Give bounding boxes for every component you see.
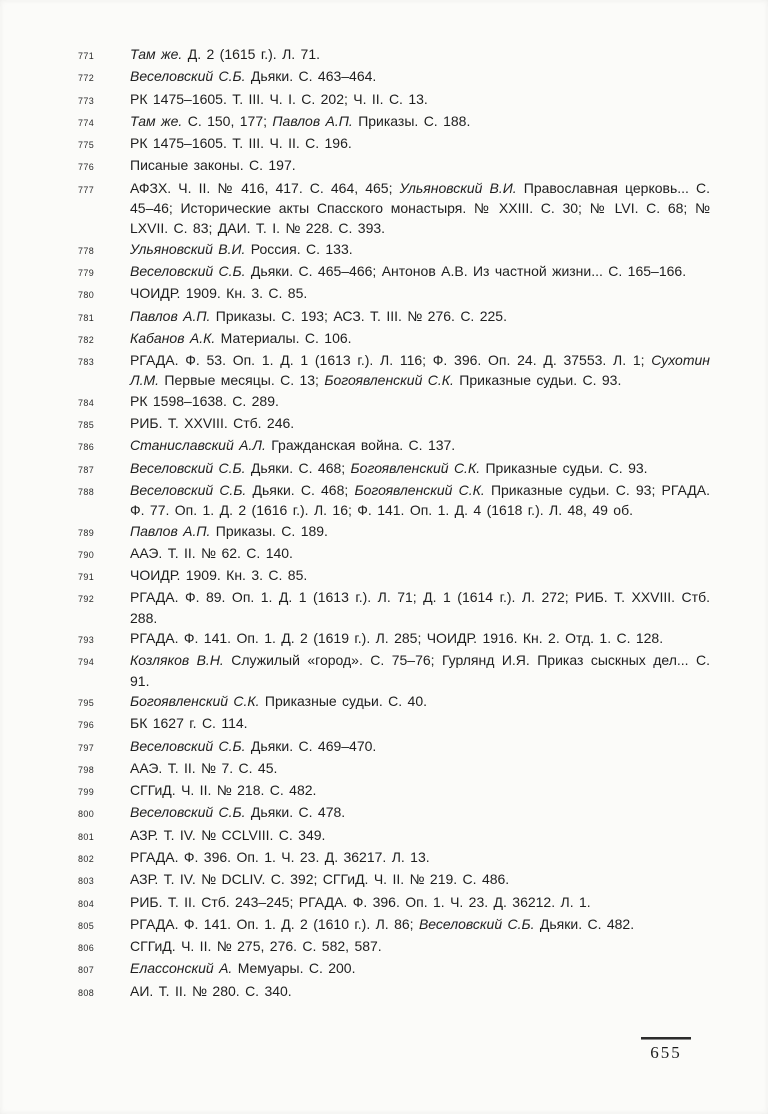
footnote-entry [78,847,710,869]
footnote-text: Веселовский С.Б. Дьяки. С. 469–470. [130,737,377,754]
footnote-number: 783 [78,357,95,368]
footnote-entry [78,981,710,1003]
footnote-number: 795 [78,697,95,708]
footnote-entry [78,914,710,936]
footnote-number: 779 [78,267,95,278]
footnote-number: 780 [78,290,95,301]
footnote-entry [78,391,710,413]
footnote-entry [78,350,710,391]
footnote-entry [78,413,710,435]
footnote-entry [78,306,710,328]
footnote-entry [78,869,710,891]
footnote-text: БК 1627 г. С. 114. [130,715,248,732]
footnote-text: РГАДА. Ф. 141. Оп. 1. Д. 2 (1619 г.). Л. 285; ЧОИДР. 1916. Кн. 2. Отд. 1. С. 128. [130,630,664,647]
footnote-text: РГАДА. Ф. 141. Оп. 1. Д. 2 (1610 г.). Л. 86; Веселовский С.Б. Дьяки. С. 482. [130,915,635,932]
footnote-entry [78,178,710,239]
footnote-number: 785 [78,420,95,431]
footnote-text: Веселовский С.Б. Дьяки. С. 468; Богоявленский С.К. Приказные судьи. С. 93. [130,459,648,476]
footnote-entry [78,691,710,713]
footnote-number: 777 [78,184,95,195]
footnote-text: ЧОИДР. 1909. Кн. 3. С. 85. [130,567,308,584]
footnote-entry [78,587,710,628]
footnote-entry [78,480,710,521]
footnote-text: Веселовский С.Б. Дьяки. С. 468; Богоявленский С.К. Приказные судьи. С. 93; РГАДА. Ф. 77. Оп. 1. Д. 2 (1616 г.). Л. 16; Ф. 141. Оп. 1. Д. 4 (1618 г.). Л. 48, 49 об. [130,481,711,519]
footnote-entry [78,565,710,587]
footnote-number: 788 [78,486,95,497]
footnote-number: 781 [78,312,95,323]
page-number: 655 [650,1043,682,1062]
footnote-number: 802 [78,853,95,864]
footnote-entry [78,825,710,847]
footnote-text: Веселовский С.Б. Дьяки. С. 465–466; Антонов А.В. Из частной жизни... С. 165–166. [130,262,687,279]
footnote-text: Ульяновский В.И. Россия. С. 133. [130,240,353,257]
footnote-text: РГАДА. Ф. 396. Оп. 1. Ч. 23. Д. 36217. Л. 13. [130,848,430,865]
footnote-number: 805 [78,920,95,931]
footnote-text: ААЭ. Т. II. № 7. С. 45. [130,759,278,776]
footnote-entry [78,283,710,305]
footnote-number: 789 [78,527,95,538]
footnote-number: 801 [78,831,95,842]
footnote-number: 784 [78,397,95,408]
footnote-number: 806 [78,943,95,954]
footnote-number: 803 [78,876,95,887]
footnote-entry [78,328,710,350]
footnote-entry [78,155,710,177]
footnote-entry [78,650,710,691]
footnote-text: Павлов А.П. Приказы. С. 193; АСЗ. Т. III. № 276. С. 225. [130,307,507,324]
footnote-entry [78,133,710,155]
footnote-number: 790 [78,549,95,560]
footnote-text: АФЗХ. Ч. II. № 416, 417. С. 464, 465; Ульяновский В.И. Православная церковь... С. 45–46; Исторические акты Спасского монастыря. № XXIII. С. 30; № LVI. С. 68; № LXVII. С. 83; ДАИ. Т. I. № 228. С. 393. [130,179,711,237]
footnote-entry [78,44,710,66]
footnote-text: Елассонский А. Мемуары. С. 200. [130,960,356,977]
footnote-text: РГАДА. Ф. 89. Оп. 1. Д. 1 (1613 г.). Л. 71; Д. 1 (1614 г.). Л. 272; РИБ. Т. XXVIII. Стб. 288. [130,589,710,626]
footnote-number: 793 [78,635,95,646]
footnote-entry [78,958,710,980]
footnote-number: 807 [78,965,95,976]
footnote-entry [78,111,710,133]
footnote-text: СГГиД. Ч. II. № 275, 276. С. 582, 587. [130,938,382,955]
footnote-text: РК 1475–1605. Т. III. Ч. II. С. 196. [130,135,352,152]
footnote-text: Веселовский С.Б. Дьяки. С. 463–464. [130,68,377,85]
footnote-text: Козляков В.Н. Служилый «город». С. 75–76; Гурлянд И.Я. Приказ сыскных дел... С. 91. [130,652,710,689]
footnote-text: Писаные законы. С. 197. [130,157,296,174]
footnote-number: 798 [78,764,95,775]
footnote-text: РИБ. Т. XXVIII. Стб. 246. [130,415,295,432]
footnote-number: 804 [78,898,95,909]
footnote-text: АЗР. Т. IV. № DCLIV. С. 392; СГГиД. Ч. II. № 219. С. 486. [130,871,510,888]
footnote-text: СГГиД. Ч. II. № 218. С. 482. [130,782,317,799]
footnote-text: ААЭ. Т. II. № 62. С. 140. [130,544,293,561]
footnote-entry [78,758,710,780]
footnote-number: 771 [78,51,95,61]
footnote-text: Павлов А.П. Приказы. С. 189. [130,522,328,539]
footnote-number: 787 [78,464,95,475]
footnote-number: 797 [78,742,95,753]
endnotes-list [78,44,710,1003]
footnote-number: 799 [78,787,95,798]
footnote-number: 800 [78,809,95,820]
footnote-number: 792 [78,594,95,605]
footnote-entry [78,89,710,111]
footnote-text: РК 1475–1605. Т. III. Ч. I. С. 202; Ч. II. С. 13. [130,90,428,107]
footnote-number: 794 [78,657,95,668]
footnote-number: 774 [78,117,95,128]
footnote-text: Станиславский А.Л. Гражданская война. С. 137. [130,437,456,454]
footnote-text: РК 1598–1638. С. 289. [130,392,279,409]
footnote-entry [78,892,710,914]
footnote-entry [78,458,710,480]
footnote-entry [78,936,710,958]
footnote-number: 782 [78,334,95,345]
footnote-text: ЧОИДР. 1909. Кн. 3. С. 85. [130,285,308,302]
footnote-entry [78,435,710,457]
footnote-entry [78,736,710,758]
footnote-text: Кабанов А.К. Материалы. С. 106. [130,329,352,346]
footnote-number: 786 [78,442,95,453]
footnote-text: Там же. Д. 2 (1615 г.). Л. 71. [130,46,321,62]
footnote-text: АЗР. Т. IV. № CCLVIII. С. 349. [130,826,326,843]
footnote-entry [78,239,710,261]
footnote-number: 808 [78,987,95,998]
footnote-entry [78,543,710,565]
footnote-number: 773 [78,95,95,106]
footnote-text: Веселовский С.Б. Дьяки. С. 478. [130,804,346,821]
footnote-text: АИ. Т. II. № 280. С. 340. [130,982,292,999]
footnote-number: 772 [78,73,95,84]
footnote-entry [78,802,710,824]
page-number-rule [641,1037,691,1040]
footnote-entry [78,521,710,543]
footnote-number: 776 [78,162,95,173]
footnote-entry [78,780,710,802]
footnote-number: 775 [78,140,95,151]
footnote-text: РИБ. Т. II. Стб. 243–245; РГАДА. Ф. 396. Оп. 1. Ч. 23. Д. 36212. Л. 1. [130,893,591,910]
page-footer [641,1037,691,1063]
footnote-entry [78,713,710,735]
footnote-number: 796 [78,720,95,731]
footnote-number: 791 [78,572,95,583]
footnote-text: РГАДА. Ф. 53. Оп. 1. Д. 1 (1613 г.). Л. 116; Ф. 396. Оп. 24. Д. 37553. Л. 1; Сухотин Л.М. Первые месяцы. С. 13; Богоявленский С.К. Приказные судьи. С. 93. [130,352,710,389]
footnote-entry [78,261,710,283]
footnote-number: 778 [78,245,95,256]
footnote-entry [78,66,710,88]
footnote-entry [78,628,710,650]
footnote-text: Там же. С. 150, 177; Павлов А.П. Приказы. С. 188. [130,112,471,129]
footnote-text: Богоявленский С.К. Приказные судьи. С. 40. [130,692,428,709]
